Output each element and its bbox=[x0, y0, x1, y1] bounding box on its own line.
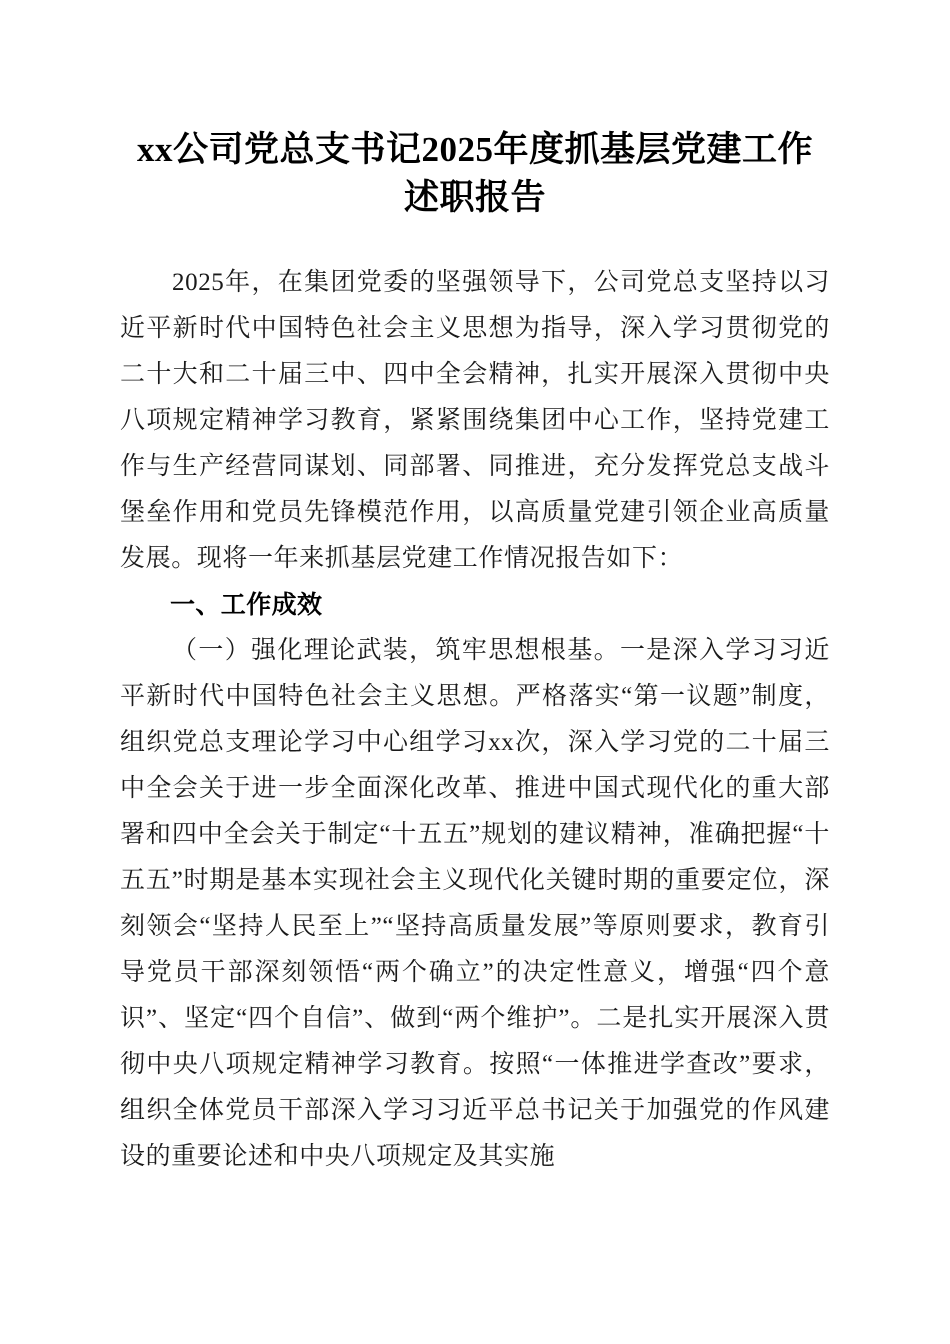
opening-paragraph: 2025年，在集团党委的坚强领导下，公司党总支坚持以习近平新时代中国特色社会主义思想为指导，深入学习贯彻党的二十大和二十届三中、四中全会精神，扎实开展深入贯彻中央八项规定精神学习教育，紧紧围绕集团中心工作，坚持党建工作与生产经营同谋划、同部署、同推进，充分发挥党总支战斗堡垒作用和党员先锋模范作用，以高质量党建引领企业高质量发展。现将一年来抓基层党建工作情况报告如下： bbox=[120, 269, 830, 572]
subsection-theory-paragraph: （一）强化理论武装，筑牢思想根基。一是深入学习习近平新时代中国特色社会主义思想。严格落实“第一议题”制度，组织党总支理论学习中心组学习xx次，深入学习党的二十届三中全会关于进一步全面深化改革、推进中国式现代化的重大部署和四中全会关于制定“十五五”规划的建议精神，准确把握“十五五”时期是基本实现社会主义现代化关键时期的重要定位，深刻领会“坚持人民至上”“坚持高质量发展”等原则要求，教育引导党员干部深刻领悟“两个确立”的决定性意义，增强“四个意识”、坚定“四个自信”、做到“两个维护”。二是扎实开展深入贯彻中央八项规定精神学习教育。按照“一体推进学查改”要求，组织全体党员干部深入学习习近平总书记关于加强党的作风建设的重要论述和中央八项规定及其实施 bbox=[120, 637, 830, 1170]
document-content bbox=[120, 0, 830, 1180]
section-heading-work-results: 一、工作成效 bbox=[170, 591, 323, 619]
page-title: xx公司党总支书记2025年度抓基层党建工作述职报告 bbox=[136, 130, 813, 217]
title-body-spacer bbox=[120, 222, 830, 260]
